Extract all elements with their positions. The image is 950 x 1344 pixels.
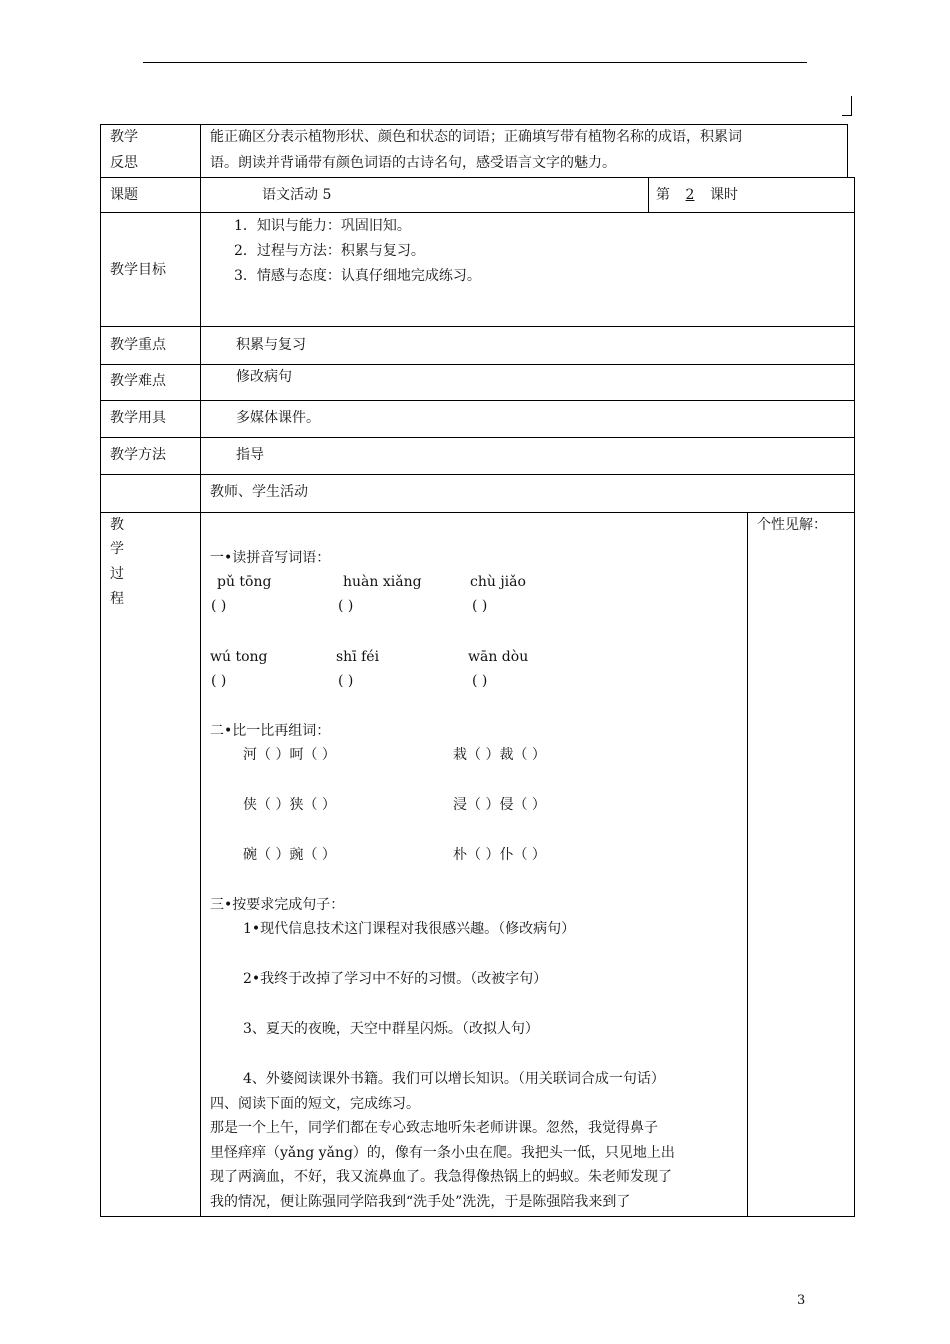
method-value: 指导: [236, 447, 264, 463]
pinyin: wān dòu: [468, 649, 529, 665]
pinyin: wú tong: [210, 649, 268, 665]
answer-blank: ( ): [211, 598, 227, 614]
compare-pair: 侠（ ）狭（ ）: [243, 797, 336, 813]
sentence-task: 4、外婆阅读课外书籍。我们可以增长知识。（用关联词合成一句话）: [243, 1071, 665, 1087]
period-prefix: 第: [656, 187, 670, 203]
objective-item: 2．过程与方法：积累与复习。: [234, 243, 425, 259]
answer-blank: ( ): [472, 673, 488, 689]
method-label: 教学方法: [110, 447, 166, 463]
sentence-task: 1•现代信息技术这门课程对我很感兴趣。（修改病句）: [243, 921, 576, 937]
answer-blank: ( ): [211, 673, 227, 689]
activities-header: 教师、学生活动: [210, 484, 308, 500]
answer-blank: ( ): [338, 673, 354, 689]
tools-label: 教学用具: [110, 410, 166, 426]
reflection-label: 教学: [110, 129, 138, 145]
section-title: 二•比一比再组词：: [210, 723, 331, 739]
process-label-char: 程: [110, 591, 124, 607]
corner-mark: [842, 115, 852, 116]
table-border: [648, 177, 649, 213]
passage-line: 现了两滴血，不好，我又流鼻血了。我急得像热锅上的蚂蚁。朱老师发现了: [210, 1169, 672, 1185]
reflection-label: 反思: [110, 155, 138, 171]
table-border: [100, 364, 855, 365]
process-label-char: 学: [110, 541, 124, 557]
table-border: [200, 177, 201, 1217]
process-label-char: 过: [110, 566, 124, 582]
table-border: [100, 212, 855, 213]
compare-pair: 河（ ）呵（ ）: [243, 747, 336, 763]
answer-blank: ( ): [338, 598, 354, 614]
table-border: [200, 124, 201, 177]
table-border: [100, 177, 101, 1217]
pinyin: chù jiǎo: [470, 574, 526, 590]
period-suffix: 课时: [710, 187, 738, 203]
compare-pair: 朴（ ）仆（ ）: [453, 847, 546, 863]
difficulty-label: 教学难点: [110, 373, 166, 389]
objective-item: 3．情感与态度：认真仔细地完成练习。: [234, 268, 481, 284]
compare-pair: 碗（ ）豌（ ）: [243, 847, 336, 863]
passage-line: 里怪痒痒（yǎng yǎng）的，像有一条小虫在爬。我把头一低，只见地上出: [210, 1145, 675, 1161]
table-border: [100, 400, 855, 401]
pinyin: huàn xiǎng: [343, 574, 422, 590]
focus-value: 积累与复习: [236, 337, 306, 353]
section-title: 三•按要求完成句子：: [210, 897, 345, 913]
page-number: 3: [797, 1293, 806, 1308]
pinyin: shī féi: [336, 649, 380, 665]
table-border: [847, 124, 848, 177]
table-border: [100, 437, 855, 438]
process-label-char: 教: [110, 517, 124, 533]
objective-item: 1．知识与能力：巩固旧知。: [234, 218, 411, 234]
pinyin: pǔ tōng: [217, 574, 272, 590]
corner-mark: [851, 96, 852, 116]
table-border: [100, 124, 848, 125]
header-rule: [143, 62, 807, 63]
section-title: 四、阅读下面的短文，完成练习。: [210, 1096, 420, 1112]
focus-label: 教学重点: [110, 337, 166, 353]
table-border: [854, 177, 855, 1217]
reflection-text: 语。朗读并背诵带有颜色词语的古诗名句，感受语言文字的魅力。: [210, 155, 616, 171]
table-border: [100, 1216, 855, 1217]
table-border: [100, 326, 855, 327]
sentence-task: 2•我终于改掉了学习中不好的习惯。（改被字句）: [243, 971, 548, 987]
topic-label: 课题: [110, 187, 138, 203]
table-border: [100, 124, 101, 177]
answer-blank: ( ): [472, 598, 488, 614]
sentence-task: 3、夏天的夜晚，天空中群星闪烁。（改拟人句）: [243, 1021, 539, 1037]
tools-value: 多媒体课件。: [236, 410, 320, 426]
table-border: [100, 474, 855, 475]
compare-pair: 栽（ ）裁（ ）: [453, 747, 546, 763]
table-border: [747, 512, 748, 1217]
reflection-text: 能正确区分表示植物形状、颜色和状态的词语；正确填写带有植物名称的成语，积累词: [210, 129, 742, 145]
period-indicator: [656, 186, 738, 204]
period-number: 2: [685, 187, 695, 203]
table-border: [100, 512, 855, 513]
passage-line: 我的情况，便让陈强同学陪我到“洗手处”洗洗，于是陈强陪我来到了: [210, 1194, 631, 1210]
section-title: 一•读拼音写词语：: [210, 550, 331, 566]
difficulty-value: 修改病句: [236, 369, 292, 385]
topic-value: 语文活动 5: [262, 187, 332, 203]
table-border: [100, 177, 855, 178]
personal-view-label: 个性见解：: [757, 517, 827, 533]
passage-line: 那是一个上午，同学们都在专心致志地听朱老师讲课。忽然，我觉得鼻子: [210, 1120, 658, 1136]
compare-pair: 浸（ ）侵（ ）: [453, 797, 546, 813]
objectives-label: 教学目标: [110, 262, 166, 278]
